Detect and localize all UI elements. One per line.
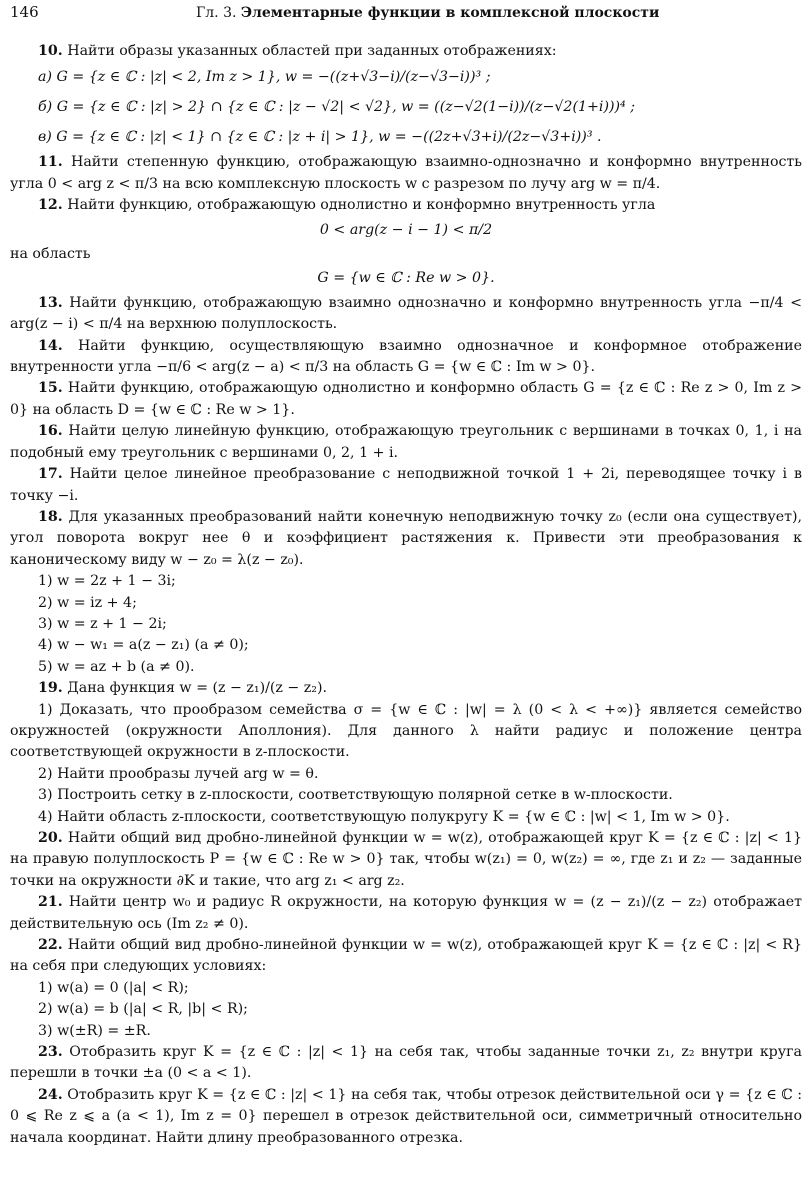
problem-22 (10, 935, 802, 978)
chapter-heading (196, 3, 659, 24)
problem-number: 16. (38, 423, 63, 440)
problem-number: 12. (38, 197, 63, 214)
problem-10 (10, 41, 802, 62)
problem-text: Найти степенную функцию, отображающую взаимно-однозначно и конформно внутренность угла 0 < arg z < π/3 на всю комплексную плоскость w с разрезом по лучу arg w = π/4. (10, 154, 803, 192)
problem-17 (10, 464, 802, 507)
problem-text: Найти функцию, отображающую однолистно и конформно внутренность угла (67, 197, 656, 214)
problem-18-item: 4) w − w₁ = a(z − z₁) (a ≠ 0); (38, 637, 249, 654)
problem-13 (10, 293, 802, 336)
problem-number: 19. (38, 680, 63, 697)
problem-24 (10, 1085, 802, 1149)
problem-number: 11. (38, 154, 63, 171)
problem-text: Найти функцию, отображающую однолистно и конформно область G = {z ∈ ℂ : Re z > 0, Im z > 0} на область D = {w ∈ ℂ : Re w > 1}. (10, 380, 802, 418)
chapter-label: Гл. 3. (196, 5, 237, 21)
problem-number: 15. (38, 380, 63, 397)
problem-21 (10, 892, 802, 935)
problem-10-b: б) G = {z ∈ ℂ : |z| > 2} ∩ {z ∈ ℂ : |z − √2| < √2}, w = ((z−√2(1−i))/(z−√2(1+i)))⁴ ; (38, 99, 636, 116)
chapter-title: Элементарные функции в комплексной плоскости (240, 5, 660, 21)
problem-text: Найти общий вид дробно-линейной функции w = w(z), отображающей круг K = {z ∈ ℂ : |z| < R} на себя при следующих условиях: (10, 937, 803, 975)
problem-text: Найти целую линейную функцию, отображающую треугольник с вершинами в точках 0, 1, i на подобный ему треугольник с вершинами 0, 2, 1 + i. (10, 423, 802, 461)
problem-18 (10, 507, 802, 571)
problem-16 (10, 421, 802, 464)
problem-12-formula-1: 0 < arg(z − i − 1) < π/2 (319, 221, 493, 238)
problem-number: 22. (38, 937, 63, 954)
problem-number: 20. (38, 830, 63, 846)
problem-18-item: 5) w = az + b (a ≠ 0). (38, 658, 195, 675)
problem-number: 24. (38, 1086, 63, 1103)
problem-text: Найти функцию, отображающую взаимно однозначно и конформно внутренность угла −π/4 < arg(z − i) < π/4 на верхнюю полуплоскость. (10, 294, 802, 333)
problem-text: Отобразить круг K = {z ∈ ℂ : |z| < 1} на себя так, чтобы отрезок действительной оси γ = {z ∈ ℂ : 0 ⩽ Re z ⩽ a (a < 1), Im z = 0} перешел в отрезок действительной оси, симметричный относительно начала координат. Найти длину преобразованного отрезка. (10, 1086, 802, 1146)
problem-12 (10, 195, 802, 216)
problem-18-item: 2) w = iz + 4; (38, 594, 137, 611)
problem-number: 10. (38, 43, 63, 59)
problem-19-item: 3) Построить сетку в z-плоскости, соответствующую полярной сетке в w-плоскости. (38, 787, 673, 804)
problem-14 (10, 336, 802, 379)
problem-number: 13. (38, 294, 63, 311)
problem-19-item: 2) Найти прообразы лучей arg w = θ. (38, 765, 319, 782)
problem-12-formula-2: G = {w ∈ ℂ : Re w > 0}. (317, 270, 495, 287)
problem-number: 23. (38, 1044, 63, 1061)
problem-18-item: 3) w = z + 1 − 2i; (38, 615, 167, 632)
problem-text: Для указанных преобразований найти конечную неподвижную точку z₀ (если она существует), угол поворота вокруг нее θ и коэффициент растяжения κ. Привести эти преобразования к каноническому виду w − z₀ = λ(z − z₀). (10, 508, 803, 568)
problem-22-item: 2) w(a) = b (|a| < R, |b| < R); (38, 1001, 248, 1018)
problem-12-mid-text: на область (10, 246, 91, 263)
problem-19-item: 1) Доказать, что прообразом семейства σ = {w ∈ ℂ : |w| = λ (0 < λ < +∞)} является семейство окружностей (окружности Аполлония). Для данного λ найти радиус и положение центра соответствующей окружности в z-плоскости. (10, 701, 802, 761)
problem-10-c: в) G = {z ∈ ℂ : |z| < 1} ∩ {z ∈ ℂ : |z + i| > 1}, w = −((2z+√3+i)/(2z−√3+i))³ . (38, 129, 602, 146)
problem-10-a: а) G = {z ∈ ℂ : |z| < 2, Im z > 1}, w = −((z+√3−i)/(z−√3−i))³ ; (38, 69, 491, 86)
problem-text: Найти общий вид дробно-линейной функции w = w(z), отображающей круг K = {z ∈ ℂ : |z| < 1} на правую полуплоскость P = {w ∈ ℂ : Re w > 0} так, чтобы w(z₁) = 0, w(z₂) = ∞, где z₁ и z₂ — заданные точки на окружности ∂K и такие, что arg z₁ < arg z₂. (10, 830, 802, 889)
problem-19 (10, 678, 802, 699)
problem-20 (10, 828, 802, 892)
problem-15 (10, 378, 802, 421)
problem-text: Найти функцию, осуществляющую взаимно однозначное и конформное отображение внутренности угла −π/6 < arg(z − a) < π/3 на область G = {w ∈ ℂ : Im w > 0}. (10, 337, 802, 376)
problem-number: 14. (38, 337, 63, 354)
problem-23 (10, 1042, 802, 1085)
problem-text: Дана функция w = (z − z₁)/(z − z₂). (67, 680, 328, 697)
problem-number: 18. (38, 508, 63, 525)
problem-19-item: 4) Найти область z-плоскости, соответствующую полукругу K = {w ∈ ℂ : |w| < 1, Im w > 0}. (38, 808, 730, 825)
problem-22-item: 3) w(±R) = ±R. (38, 1022, 151, 1039)
problem-18-item: 1) w = 2z + 1 − 3i; (38, 573, 176, 590)
problem-number: 21. (38, 894, 63, 911)
page-number: 146 (10, 3, 39, 21)
problem-number: 17. (38, 466, 63, 483)
problem-text: Отобразить круг K = {z ∈ ℂ : |z| < 1} на себя так, чтобы заданные точки z₁, z₂ внутри круга перешли в точки ±a (0 < a < 1). (10, 1044, 803, 1082)
problem-text: Найти центр w₀ и радиус R окружности, на которую функция w = (z − z₁)/(z − z₂) отображает действительную ось (Im z₂ ≠ 0). (10, 894, 802, 932)
problem-22-item: 1) w(a) = 0 (|a| < R); (38, 979, 189, 996)
problem-text: Найти целое линейное преобразование с неподвижной точкой 1 + 2i, переводящее точку i в точку −i. (10, 466, 802, 504)
running-header (10, 2, 802, 24)
problem-11 (10, 152, 802, 195)
problem-text: Найти образы указанных областей при заданных отображениях: (67, 43, 557, 59)
